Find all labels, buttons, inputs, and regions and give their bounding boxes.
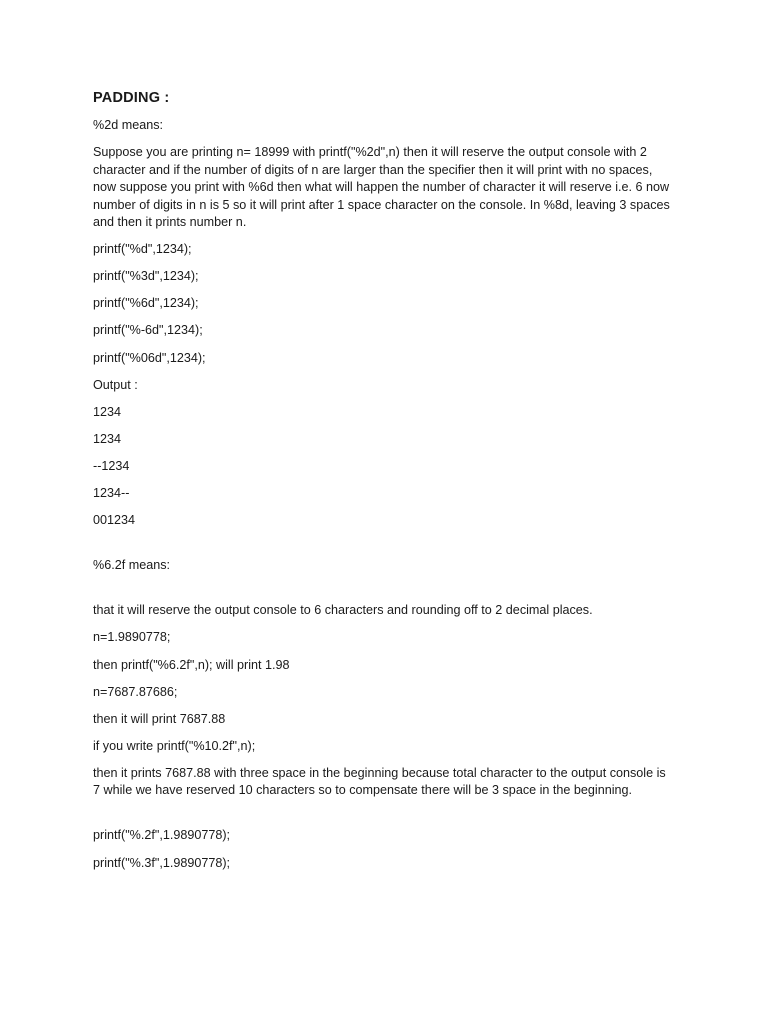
explanation-line: then printf("%6.2f",n); will print 1.98 — [93, 657, 290, 672]
spacer — [93, 539, 673, 557]
output-line: 1234 — [93, 404, 122, 419]
explanation-paragraph: then it prints 7687.88 with three space in the beginning because total character to the output console is 7 while we have reserved 10 characters so to compensate there will be 3 space in the beginning. — [93, 765, 670, 798]
output-line: 001234 — [93, 513, 136, 528]
code-line: printf("%.3f",1.9890778); — [93, 855, 231, 870]
explanation-paragraph: Suppose you are printing n= 18999 with printf("%2d",n) then it will reserve the output console with 2 character and if the number of digits of n are larger than the specifier then it will print with no spaces, now suppose you print with %6d then what will happen the number of character it will reserve i.e. 6 now number of digits in n is 5 so it will print after 1 space character on the console. In %8d, leaving 3 spaces and then it prints number n. — [93, 145, 674, 230]
explanation-line: n=7687.87686; — [93, 684, 178, 699]
spacer — [93, 584, 673, 602]
output-label: Output : — [93, 377, 138, 392]
document-body — [93, 88, 673, 882]
code-line: printf("%6d",1234); — [93, 296, 199, 311]
explanation-line: n=1.9890778; — [93, 630, 171, 645]
spacer — [93, 809, 673, 827]
format-label: %6.2f means: — [93, 558, 171, 573]
code-line: printf("%3d",1234); — [93, 269, 199, 284]
code-line: printf("%06d",1234); — [93, 350, 206, 365]
section-heading: PADDING : — [93, 90, 170, 106]
output-line: 1234 — [93, 431, 122, 446]
code-line: printf("%d",1234); — [93, 242, 192, 257]
explanation-line: that it will reserve the output console to 6 characters and rounding off to 2 decimal places. — [93, 603, 593, 618]
code-line: printf("%.2f",1.9890778); — [93, 828, 231, 843]
explanation-line: if you write printf("%10.2f",n); — [93, 738, 256, 753]
code-line: printf("%-6d",1234); — [93, 323, 203, 338]
format-label: %2d means: — [93, 118, 164, 132]
explanation-line: then it will print 7687.88 — [93, 711, 226, 726]
output-line: 1234-- — [93, 486, 130, 501]
output-line: --1234 — [93, 458, 130, 473]
